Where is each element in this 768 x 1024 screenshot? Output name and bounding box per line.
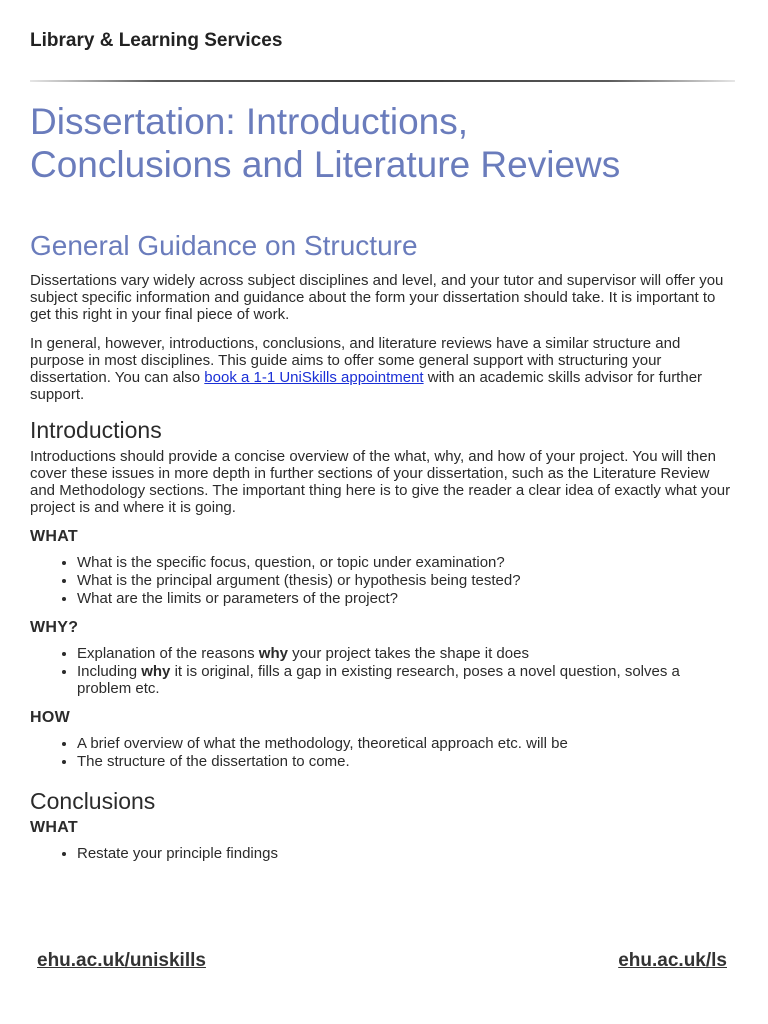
conclusions-what-list	[30, 845, 735, 862]
title-line-1: Dissertation: Introductions,	[30, 101, 469, 142]
introductions-heading: Introductions	[30, 417, 162, 443]
why-item-2-after: it is original, fills a gap in existing research, poses a novel question, solves a problem etc.	[77, 663, 680, 697]
guidance-p2-text-before: In general, however, introductions, conclusions, and literature reviews have a similar structure and purpose in most disciplines. This guide aims to offer some general support with structuring your dissertation. You can also	[30, 335, 681, 386]
guidance-heading: General Guidance on Structure	[30, 230, 418, 261]
introductions-paragraph: Introductions should provide a concise overview of the what, why, and how of your project. You will then cover these issues in more depth in further sections of your dissertation, such as the Literature Review and Methodology sections. The important thing here is to give the reader a clear idea of exactly what your project is and where it is going.	[30, 448, 731, 516]
list-item: • What are the limits or parameters of the project?	[77, 590, 735, 607]
why-item-1-after: your project takes the shape it does	[287, 645, 529, 662]
intro-what-list	[30, 554, 735, 607]
list-item: • What is the specific focus, question, or topic under examination?	[77, 554, 735, 571]
guidance-p2-text-after: with an academic skills advisor for further support.	[30, 369, 703, 403]
guidance-paragraph-1: Dissertations vary widely across subject disciplines and level, and your tutor and supervisor will offer you subject specific information and guidance about the form your dissertation should take. It is important to get this right in your final piece of work.	[30, 272, 724, 323]
conclusions-heading: Conclusions	[30, 788, 156, 814]
guidance-paragraph-2	[30, 335, 735, 403]
why-item-2-bold: why	[141, 663, 171, 680]
book-appointment-link[interactable]: book a 1-1 UniSkills appointment	[204, 369, 424, 386]
list-item	[77, 663, 735, 697]
header-divider	[30, 80, 735, 82]
intro-why-list	[30, 645, 735, 697]
uniskills-url-link[interactable]: ehu.ac.uk/uniskills	[37, 950, 206, 971]
intro-how-heading: HOW	[30, 709, 71, 726]
document-body	[30, 226, 735, 863]
why-item-2-before: Including	[77, 663, 142, 680]
why-item-1-bold: why	[258, 645, 288, 662]
list-item: • The structure of the dissertation to come.	[77, 753, 735, 770]
intro-why-heading: WHY?	[30, 619, 79, 636]
ls-url-link[interactable]: ehu.ac.uk/ls	[618, 950, 727, 971]
list-item	[77, 645, 735, 662]
conclusions-what-heading: WHAT	[30, 819, 78, 836]
page-title	[30, 100, 620, 186]
list-item: • Restate your principle findings	[77, 845, 735, 862]
intro-how-list	[30, 735, 735, 770]
title-line-2: Conclusions and Literature Reviews	[30, 144, 621, 185]
why-item-1-before: Explanation of the reasons	[77, 645, 259, 662]
list-item: • A brief overview of what the methodology, theoretical approach etc. will be	[77, 735, 735, 752]
org-header: Library & Learning Services	[30, 30, 283, 51]
list-item: • What is the principal argument (thesis) or hypothesis being tested?	[77, 572, 735, 589]
intro-what-heading: WHAT	[30, 528, 78, 545]
